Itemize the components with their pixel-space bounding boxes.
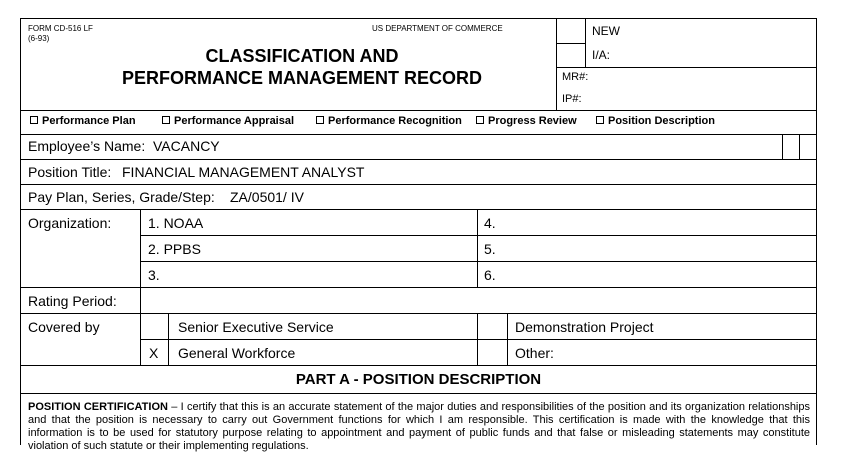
ses-label: Senior Executive Service — [178, 319, 334, 335]
code-mr-label: MR#: — [562, 71, 589, 83]
checkbox[interactable] — [596, 116, 604, 124]
position-title-label: Position Title: — [28, 164, 112, 180]
position-certification: POSITION CERTIFICATION – I certify that this is an accurate statement of the major duties and responsibilities of the position and its organization relationships and that the position is necessary to carry out Government functions for which I am responsible. This certification is made with the knowledge that this information is to be used for statutory purpose relating to appointment and payment of public funds and that false or misleading statements may constitute violation of such statute or their implementing regulations. — [28, 401, 810, 452]
purpose-position-description[interactable]: Position Description — [596, 116, 715, 127]
general-workforce-label: General Workforce — [178, 345, 296, 361]
form-date: (6-93) — [28, 34, 50, 43]
checkbox[interactable] — [476, 116, 484, 124]
form-number: FORM CD-516 LF — [28, 24, 93, 33]
covered-by-label: Covered by — [28, 319, 100, 335]
general-workforce-mark[interactable]: X — [149, 345, 159, 361]
organization-item-2[interactable]: 2. PPBS — [148, 241, 201, 257]
cert-label: POSITION CERTIFICATION — [28, 401, 168, 413]
border-top — [20, 18, 817, 19]
organization-label: Organization: — [28, 215, 112, 231]
purpose-performance-plan[interactable]: Performance Plan — [30, 116, 136, 127]
purpose-performance-appraisal[interactable]: Performance Appraisal — [162, 116, 294, 127]
organization-item-1[interactable]: 1. NOAA — [148, 215, 204, 231]
rating-period-label: Rating Period: — [28, 293, 117, 309]
code-ip-label: IP#: — [562, 93, 582, 105]
position-title-value[interactable]: FINANCIAL MANAGEMENT ANALYST — [122, 164, 365, 180]
organization-item-6[interactable]: 6. — [484, 267, 496, 283]
code-ia-label: I/A: — [592, 48, 611, 62]
part-a-heading: PART A - POSITION DESCRIPTION — [295, 371, 542, 388]
department-name: US DEPARTMENT OF COMMERCE — [372, 24, 503, 33]
organization-item-4[interactable]: 4. — [484, 215, 496, 231]
purpose-performance-recognition[interactable]: Performance Recognition — [316, 116, 462, 127]
code-new-label: NEW — [592, 24, 620, 38]
organization-item-3[interactable]: 3. — [148, 267, 160, 283]
employee-name-label: Employee’s Name: — [28, 138, 146, 154]
checkbox[interactable] — [162, 116, 170, 124]
form-title-line1: CLASSIFICATION AND — [205, 46, 399, 66]
form-title-line2: PERFORMANCE MANAGEMENT RECORD — [122, 68, 482, 88]
cert-text: I certify that this is an accurate statement of the major duties and responsibilities of the position and its organization relationships and that the position is necessary to carry out Government functions for which I am responsible. This certification is made with the knowledge that this information is to be used for statutory purpose relating to appointment and payment of public funds and that false or misleading statements may constitute violation of such statute or their implementing regulations. — [28, 401, 810, 452]
checkbox[interactable] — [30, 116, 38, 124]
checkbox[interactable] — [316, 116, 324, 124]
organization-item-5[interactable]: 5. — [484, 241, 496, 257]
demo-project-label: Demonstration Project — [515, 319, 654, 335]
pay-plan-label: Pay Plan, Series, Grade/Step: — [28, 189, 215, 205]
pay-plan-value[interactable]: ZA/0501/ IV — [230, 189, 304, 205]
purpose-progress-review[interactable]: Progress Review — [476, 116, 577, 127]
other-label: Other: — [515, 345, 554, 361]
employee-name-value[interactable]: VACANCY — [153, 138, 220, 154]
